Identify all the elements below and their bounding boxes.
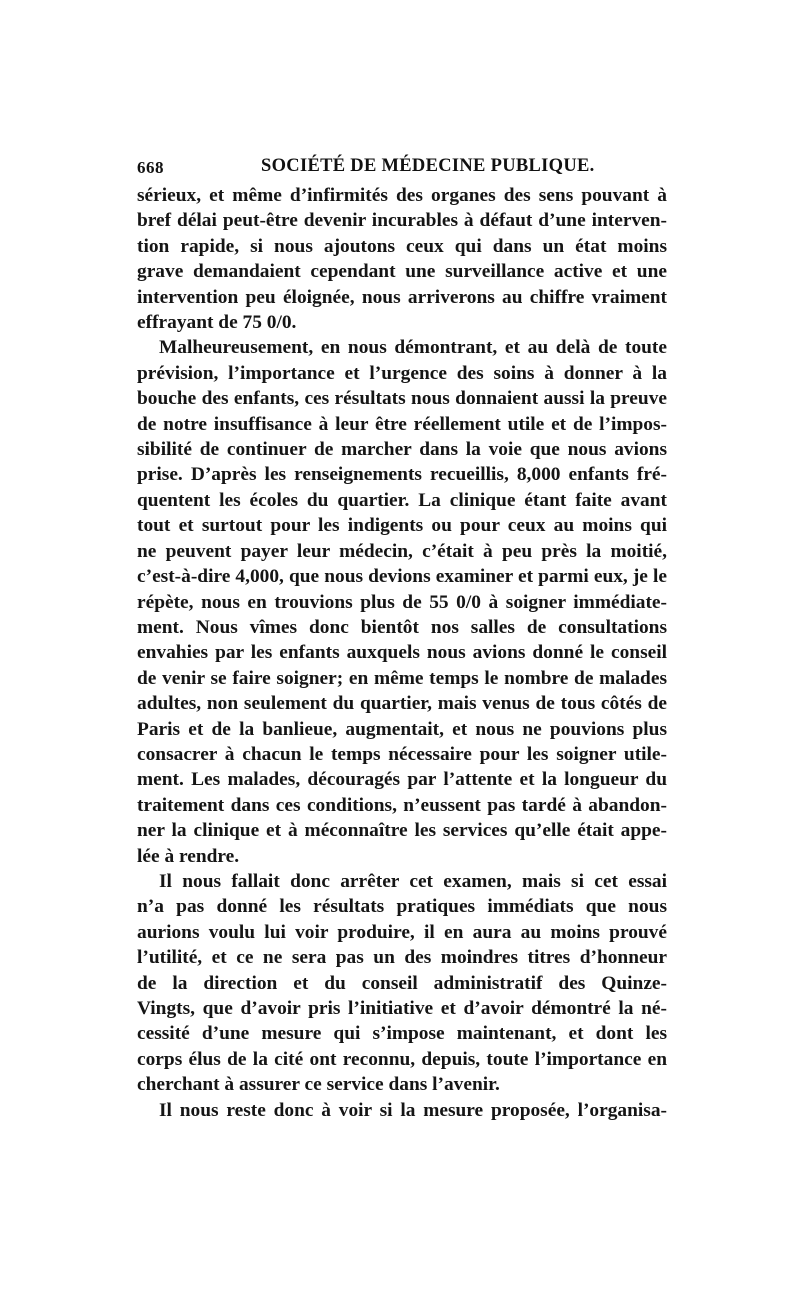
text-line: grave demandaient cependant une surveillance active et une (137, 261, 667, 283)
text-line: de la direction et du conseil administratif des Quinze- (137, 972, 667, 994)
text-line: tion rapide, si nous ajoutons ceux qui dans un état moins (137, 235, 667, 257)
text-line: tout et surtout pour les indigents ou pour ceux au moins qui (137, 515, 667, 537)
text-line: prise. D’après les renseignements recueillis, 8,000 enfants fré- (137, 464, 667, 486)
running-title: SOCIÉTÉ DE MÉDECINE PUBLIQUE. (261, 156, 595, 176)
text-line: c’est-à-dire 4,000, que nous devions examiner et parmi eux, je le (137, 566, 667, 588)
text-line: envahies par les enfants auxquels nous avions donné le conseil (137, 642, 667, 664)
text-line: cessité d’une mesure qui s’impose maintenant, et dont les (137, 1023, 667, 1045)
text-line: prévision, l’importance et l’urgence des soins à donner à la (137, 362, 667, 384)
text-line: n’a pas donné les résultats pratiques immédiats que nous (137, 896, 667, 918)
paragraph-continuation (137, 183, 667, 335)
text-line: Vingts, que d’avoir pris l’initiative et d’avoir démontré la né- (137, 998, 667, 1019)
text-line: ment. Les malades, découragés par l’attente et la longueur du (137, 769, 667, 791)
text-line: adultes, non seulement du quartier, mais venus de tous côtés de (137, 693, 667, 715)
text-line: corps élus de la cité ont reconnu, depuis, toute l’importance en (137, 1048, 667, 1070)
text-line: répète, nous en trouvions plus de 55 0/0 à soigner immédiate- (137, 591, 667, 613)
text-line: l’utilité, et ce ne sera pas un des moindres titres d’honneur (137, 947, 667, 969)
text-line: Malheureusement, en nous démontrant, et au delà de toute (159, 337, 667, 359)
text-line: ne peuvent payer leur médecin, c’était à peu près la moitié, (137, 540, 667, 562)
text-line: quentent les écoles du quartier. La clinique étant faite avant (137, 489, 667, 511)
body-text (137, 183, 667, 1123)
page-number: 668 (137, 158, 164, 177)
text-line: consacrer à chacun le temps nécessaire pour les soigner utile- (137, 743, 667, 765)
text-line: ment. Nous vîmes donc bientôt nos salles de consultations (137, 616, 667, 638)
text-line: sibilité de continuer de marcher dans la voie que nous avions (137, 439, 667, 461)
text-line: Paris et de la banlieue, augmentait, et nous ne pouvions plus (137, 718, 667, 740)
paragraph-malheureusement (137, 335, 667, 869)
text-line: cherchant à assurer ce service dans l’avenir. (137, 1074, 500, 1096)
text-line: bouche des enfants, ces résultats nous donnaient aussi la preuve (137, 388, 667, 410)
text-line: aurions voulu lui voir produire, il en aura au moins prouvé (137, 921, 667, 943)
text-line: bref délai peut-être devenir incurables à défaut d’une interven- (137, 210, 667, 232)
text-line: traitement dans ces conditions, n’eussent pas tardé à abandon- (137, 794, 667, 816)
paragraph-il-nous-reste (137, 1098, 667, 1123)
text-line: effrayant de 75 0/0. (137, 312, 297, 334)
text-line: lée à rendre. (137, 845, 240, 867)
text-line: sérieux, et même d’infirmités des organes des sens pouvant à (137, 185, 667, 206)
text-line: Il nous fallait donc arrêter cet examen, mais si cet essai (159, 870, 667, 892)
text-line: ner la clinique et à méconnaître les services qu’elle était appe- (137, 820, 667, 842)
paragraph-il-nous-fallait (137, 869, 667, 1098)
running-head (137, 152, 667, 182)
text-line: intervention peu éloignée, nous arriverons au chiffre vraiment (137, 286, 667, 308)
text-line: de notre insuffisance à leur être réellement utile et de l’impos- (137, 413, 667, 435)
text-line: Il nous reste donc à voir si la mesure proposée, l’organisa- (159, 1099, 667, 1121)
text-line: de venir se faire soigner; en même temps le nombre de malades (137, 667, 667, 689)
